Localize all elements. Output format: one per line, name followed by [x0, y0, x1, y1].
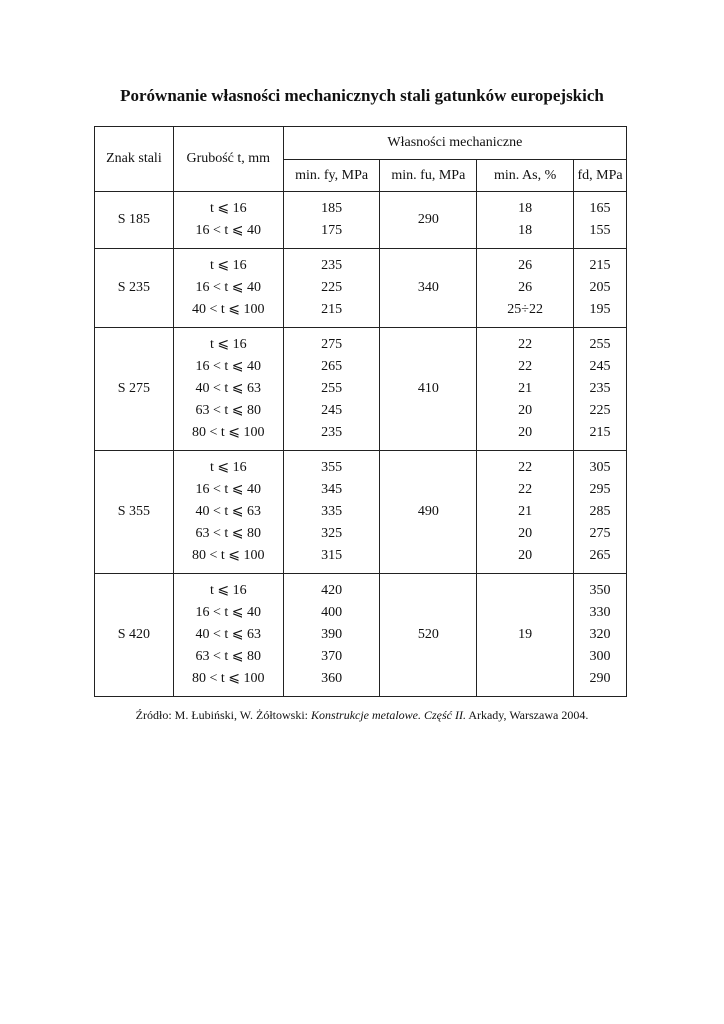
thickness-cell: [173, 328, 283, 451]
as-value: 22: [518, 337, 533, 352]
fd-value: 255: [589, 337, 611, 352]
fd-value: 275: [589, 526, 611, 541]
fd-value: 235: [589, 381, 611, 396]
thickness-value: 16 < t ⩽ 40: [195, 280, 262, 295]
fu-value: 520: [417, 627, 439, 642]
fy-value: 325: [321, 526, 343, 541]
as-value: 20: [518, 403, 533, 418]
fy-value: 255: [321, 381, 343, 396]
fy-value: 335: [321, 504, 343, 519]
as-value: 26: [518, 280, 533, 295]
fd-value: 290: [589, 671, 611, 686]
fy-value: 235: [321, 258, 343, 273]
fd-value: 195: [589, 302, 611, 317]
fd-cell: [574, 249, 627, 328]
fd-value: 165: [589, 201, 611, 216]
source-work-title: Konstrukcje metalowe. Część II.: [311, 708, 466, 722]
header-fy: min. fy, MPa: [283, 160, 380, 192]
thickness-value: 40 < t ⩽ 63: [195, 504, 262, 519]
fu-cell: [380, 574, 477, 697]
fy-value: 360: [321, 671, 343, 686]
fd-cell: [574, 328, 627, 451]
fd-value: 245: [589, 359, 611, 374]
header-as: min. As, %: [477, 160, 574, 192]
thickness-value: 16 < t ⩽ 40: [195, 359, 262, 374]
source-prefix: Źródło: M. Łubiński, W. Żółtowski:: [135, 708, 312, 722]
fd-value: 155: [589, 223, 611, 238]
as-value: 22: [518, 482, 533, 497]
header-fu: min. fu, MPa: [380, 160, 477, 192]
as-value: 19: [518, 627, 533, 642]
steel-grade-cell: S 275: [95, 328, 174, 451]
thickness-value: t ⩽ 16: [209, 258, 247, 273]
thickness-value: 80 < t ⩽ 100: [192, 671, 265, 686]
fy-value: 245: [321, 403, 343, 418]
fy-value: 235: [321, 425, 343, 440]
fd-cell: [574, 451, 627, 574]
fu-cell: [380, 451, 477, 574]
fu-cell: [380, 328, 477, 451]
as-value: 26: [518, 258, 533, 273]
as-value: 21: [518, 381, 533, 396]
fu-value: 410: [417, 381, 439, 396]
source-suffix: Arkady, Warszawa 2004.: [465, 708, 589, 722]
fd-value: 350: [589, 583, 611, 598]
fd-cell: [574, 192, 627, 249]
thickness-value: 63 < t ⩽ 80: [195, 649, 262, 664]
fy-cell: [283, 451, 380, 574]
table-body: [95, 192, 627, 697]
thickness-value: 16 < t ⩽ 40: [195, 223, 262, 238]
fy-value: 275: [321, 337, 343, 352]
thickness-value: t ⩽ 16: [209, 583, 247, 598]
as-value: 21: [518, 504, 533, 519]
fy-cell: [283, 192, 380, 249]
thickness-value: t ⩽ 16: [209, 460, 247, 475]
as-value: 20: [518, 526, 533, 541]
fu-value: 490: [417, 504, 439, 519]
fd-value: 295: [589, 482, 611, 497]
fd-cell: [574, 574, 627, 697]
fd-value: 305: [589, 460, 611, 475]
table-row: [95, 192, 627, 249]
table-row: [95, 249, 627, 328]
steel-properties-table: [94, 126, 627, 697]
as-value: 18: [518, 201, 533, 216]
fy-value: 400: [321, 605, 343, 620]
as-value: 22: [518, 359, 533, 374]
as-cell: [477, 249, 574, 328]
steel-grade-cell: S 235: [95, 249, 174, 328]
fy-value: 185: [321, 201, 343, 216]
fd-value: 285: [589, 504, 611, 519]
thickness-value: 63 < t ⩽ 80: [195, 526, 262, 541]
fy-cell: [283, 574, 380, 697]
source-citation: [0, 708, 724, 723]
thickness-value: 16 < t ⩽ 40: [195, 482, 262, 497]
page-title: Porównanie własności mechanicznych stali gatunków europejskich: [120, 86, 604, 105]
fy-value: 355: [321, 460, 343, 475]
header-mechanical-properties: Własności mechaniczne: [283, 127, 626, 160]
thickness-value: 40 < t ⩽ 63: [195, 381, 262, 396]
thickness-cell: [173, 192, 283, 249]
as-value: 20: [518, 548, 533, 563]
fy-cell: [283, 328, 380, 451]
header-fd: fd, MPa: [574, 160, 627, 192]
as-value: 22: [518, 460, 533, 475]
thickness-value: 63 < t ⩽ 80: [195, 403, 262, 418]
table-row: [95, 574, 627, 697]
fy-value: 215: [321, 302, 343, 317]
fy-value: 315: [321, 548, 343, 563]
as-cell: [477, 192, 574, 249]
as-value: 18: [518, 223, 533, 238]
fy-value: 390: [321, 627, 343, 642]
steel-grade-cell: S 355: [95, 451, 174, 574]
thickness-cell: [173, 574, 283, 697]
thickness-value: 16 < t ⩽ 40: [195, 605, 262, 620]
thickness-value: 80 < t ⩽ 100: [192, 425, 265, 440]
table-row: [95, 328, 627, 451]
steel-grade-cell: S 185: [95, 192, 174, 249]
fy-value: 175: [321, 223, 343, 238]
fd-value: 225: [589, 403, 611, 418]
thickness-value: 40 < t ⩽ 63: [195, 627, 262, 642]
fu-value: 290: [417, 212, 439, 227]
fy-value: 420: [321, 583, 343, 598]
header-grade: Znak stali: [95, 127, 174, 192]
thickness-value: t ⩽ 16: [209, 337, 247, 352]
fu-cell: [380, 192, 477, 249]
thickness-value: t ⩽ 16: [209, 201, 247, 216]
fy-value: 225: [321, 280, 343, 295]
fy-value: 370: [321, 649, 343, 664]
as-value: 20: [518, 425, 533, 440]
header-thickness: Grubość t, mm: [173, 127, 283, 192]
thickness-cell: [173, 249, 283, 328]
thickness-value: 80 < t ⩽ 100: [192, 548, 265, 563]
fd-value: 265: [589, 548, 611, 563]
as-cell: [477, 328, 574, 451]
as-cell: [477, 451, 574, 574]
fd-value: 320: [589, 627, 611, 642]
fy-cell: [283, 249, 380, 328]
steel-grade-cell: S 420: [95, 574, 174, 697]
fd-value: 330: [589, 605, 611, 620]
fd-value: 215: [589, 425, 611, 440]
fd-value: 205: [589, 280, 611, 295]
thickness-cell: [173, 451, 283, 574]
as-cell: [477, 574, 574, 697]
fd-value: 215: [589, 258, 611, 273]
thickness-value: 40 < t ⩽ 100: [192, 302, 265, 317]
fd-value: 300: [589, 649, 611, 664]
table-row: [95, 451, 627, 574]
fy-value: 265: [321, 359, 343, 374]
fy-value: 345: [321, 482, 343, 497]
as-value: 25÷22: [507, 302, 543, 317]
fu-cell: [380, 249, 477, 328]
fu-value: 340: [417, 280, 439, 295]
